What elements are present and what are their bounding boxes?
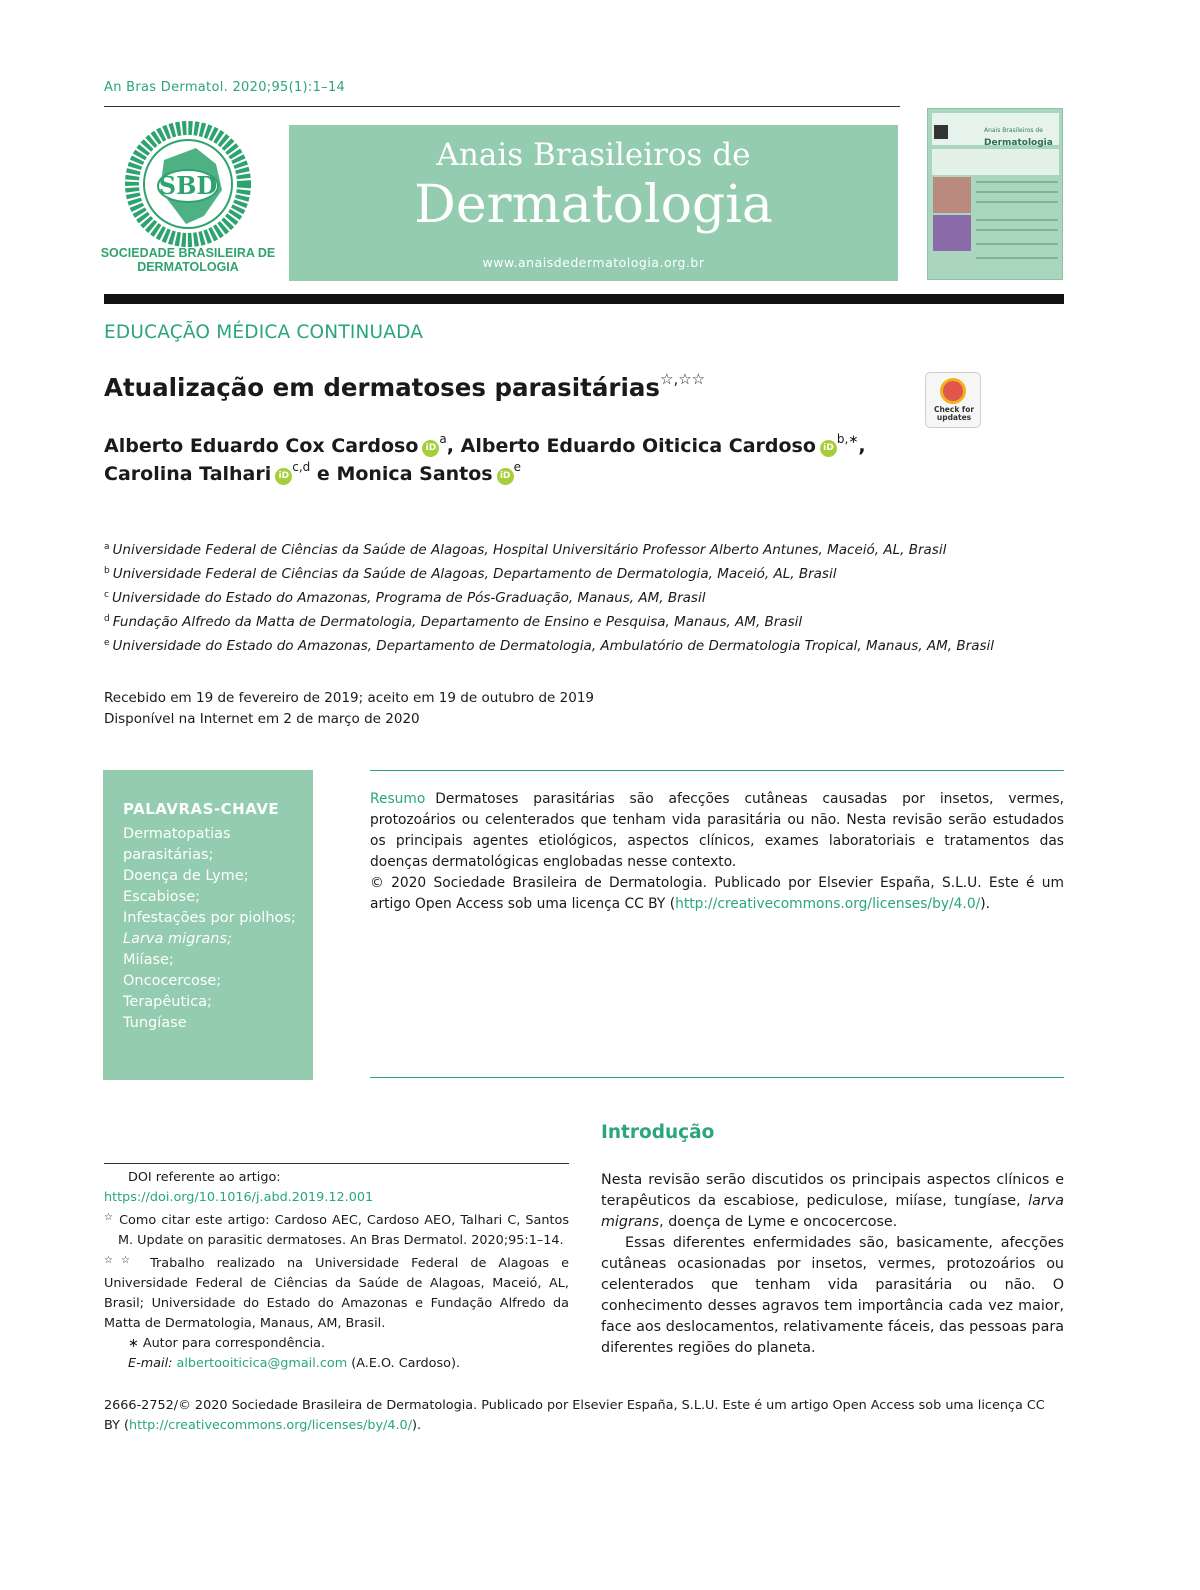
banner-title-line2: Dermatologia <box>414 175 773 235</box>
footnote-text: Autor para correspondência. <box>142 1336 326 1351</box>
keyword-item: Tungíase <box>123 1015 187 1031</box>
footnotes <box>104 1168 569 1374</box>
cover-title-small: Anais Brasileiros de <box>984 127 1043 134</box>
keyword-item: Miíase; <box>123 952 174 968</box>
footnote-email <box>104 1354 569 1374</box>
affiliation-text: Universidade Federal de Ciências da Saúde de Alagoas, Departamento de Dermatologia, Maceió, AL, Brasil <box>112 566 837 582</box>
affiliation-key: e <box>104 638 110 648</box>
footnote-mark: ☆ <box>104 1212 114 1223</box>
author-line <box>104 460 521 485</box>
affiliation-text: Fundação Alfredo da Matta de Dermatologia, Departamento de Ensino e Pesquisa, Manaus, AM, Brasil <box>112 614 803 630</box>
cover-image <box>933 215 971 251</box>
affiliation-item <box>104 537 1044 561</box>
email-label: E-mail: <box>128 1356 173 1371</box>
author-separator: e <box>316 463 330 485</box>
keywords-list <box>123 824 308 1034</box>
orcid-icon[interactable]: iD <box>275 468 292 485</box>
footnote-text: Como citar este artigo: Cardoso AEC, Cardoso AEO, Talhari C, Santos M. Update on parasitic dermatoses. An Bras Dermatol. 2020;95:1–14. <box>118 1213 570 1248</box>
affiliation-text: Universidade do Estado do Amazonas, Departamento de Dermatologia, Ambulatório de Dermatologia Tropical, Manaus, AM, Brasil <box>112 638 994 654</box>
cover-image <box>933 177 971 213</box>
header-divider <box>104 106 900 107</box>
footnote-mark: ☆☆ <box>104 1255 138 1266</box>
cover-band <box>932 149 1059 175</box>
affiliation-text: Universidade Federal de Ciências da Saúde de Alagoas, Hospital Universitário Professor Alberto Antunes, Maceió, AL, Brasil <box>112 542 947 558</box>
license-text-end: ). <box>412 1418 422 1433</box>
author-line <box>104 432 866 457</box>
cover-text-line <box>976 219 1058 221</box>
svg-text:SBD: SBD <box>158 171 218 200</box>
cover-text-line <box>976 257 1058 259</box>
author-name: Monica Santos <box>336 463 493 485</box>
journal-banner <box>289 125 898 281</box>
intro-body <box>601 1170 1064 1359</box>
doi-label: DOI referente ao artigo: <box>128 1170 281 1185</box>
keyword-item: Oncocercose; <box>123 973 222 989</box>
keywords-panel <box>103 770 313 1080</box>
email-owner: (A.E.O. Cardoso). <box>351 1356 461 1371</box>
footnote-item <box>104 1334 569 1354</box>
abstract <box>370 789 1064 915</box>
cover-text-line <box>976 181 1058 183</box>
journal-cover-thumbnail <box>927 108 1063 280</box>
abstract-body <box>370 789 1064 873</box>
journal-website-link[interactable]: www.anaisdedermatologia.org.br <box>482 255 705 270</box>
abstract-bottom-rule <box>370 1077 1064 1078</box>
title-footnote-marks[interactable]: ☆,☆☆ <box>660 370 706 388</box>
bottom-license <box>104 1396 1064 1436</box>
intro-heading: Introdução <box>601 1122 715 1143</box>
license-link[interactable]: http://creativecommons.org/licenses/by/4.0/ <box>128 1418 413 1433</box>
cover-qr-code <box>934 125 948 139</box>
cover-title: Dermatologia <box>984 138 1053 148</box>
copyright-text: © 2020 Sociedade Brasileira de Dermatologia. Publicado por Elsevier España, S.L.U. Este é um artigo Open Access sob uma licença CC BY ( <box>370 875 1064 912</box>
check-updates-label: Check for updates <box>933 405 975 422</box>
intro-text: Nesta revisão serão discutidos os principais aspectos clínicos e terapêuticos da escabiose, pediculose, miíase, tungíase, <box>601 1172 1064 1209</box>
keyword-item: Larva migrans; <box>123 931 232 947</box>
affiliation-item <box>104 633 1044 657</box>
orcid-icon[interactable]: iD <box>820 440 837 457</box>
author-affiliation-mark: b,∗ <box>836 432 859 446</box>
author-name: Alberto Eduardo Oiticica Cardoso <box>460 435 816 457</box>
orcid-icon[interactable]: iD <box>497 468 514 485</box>
author-separator: , <box>858 435 866 457</box>
article-title-text: Atualização em dermatoses parasitárias <box>104 373 660 402</box>
cover-text-line <box>976 191 1058 193</box>
keywords-heading: PALAVRAS-CHAVE <box>123 800 280 818</box>
footnote-text: Trabalho realizado na Universidade Federal de Alagoas e Universidade Federal de Ciências da Saúde de Alagoas, Maceió, AL, Brasil; Universidade do Estado do Amazonas e Fundação Alfredo da Matta de Dermatologia, Manaus, AM, Brasil. <box>104 1256 569 1331</box>
affiliations <box>104 537 1044 657</box>
author-affiliation-mark: a <box>439 432 447 446</box>
doi-link[interactable]: https://doi.org/10.1016/j.abd.2019.12.001 <box>104 1190 374 1205</box>
author-affiliation-mark: c,d <box>292 460 311 474</box>
intro-paragraph: Essas diferentes enfermidades são, basicamente, afecções cutâneas ocasionadas por insetos, vermes, protozoários ou celenterados que tenham vida parasitária ou não. O conhecimento desses agravos tem importância cada vez maior, face aos deslocamentos, relativamente fáceis, das pessoas para diferentes regiões do planeta. <box>601 1235 1064 1356</box>
affiliation-item <box>104 609 1044 633</box>
check-updates-icon <box>940 378 966 404</box>
keyword-item: Terapêutica; <box>123 994 212 1010</box>
abstract-top-rule <box>370 770 1064 771</box>
footnote-item <box>104 1208 569 1251</box>
abstract-text: Dermatoses parasitárias são afecções cutâneas causadas por insetos, vermes, protozoários ou celenterados que tenham vida parasitária ou não. Nesta revisão serão estudados os principais agentes etiológicos, aspectos clínicos, exames laboratoriais e tratamentos das doenças dermatológicas englobadas nesse contexto. <box>370 791 1064 870</box>
intro-italic-term: larva migrans <box>601 1193 1064 1230</box>
author-name: Alberto Eduardo Cox Cardoso <box>104 435 419 457</box>
affiliation-key: b <box>104 566 110 576</box>
keyword-item: Doença de Lyme; <box>123 868 249 884</box>
footnote-rule <box>104 1163 569 1164</box>
check-for-updates-badge[interactable] <box>925 372 981 428</box>
affiliation-item <box>104 585 1044 609</box>
received-date: Recebido em 19 de fevereiro de 2019; aceito em 19 de outubro de 2019 <box>104 690 595 706</box>
orcid-icon[interactable]: iD <box>422 440 439 457</box>
license-text: 2666-2752/© 2020 Sociedade Brasileira de Dermatologia. Publicado por Elsevier España, S.L.U. Este é um artigo Open Access sob uma licença CC BY ( <box>104 1398 1045 1433</box>
author-name: Carolina Talhari <box>104 463 272 485</box>
author-separator: , <box>446 435 454 457</box>
cover-text-line <box>976 243 1058 245</box>
footnote-item <box>104 1251 569 1334</box>
affiliation-key: d <box>104 614 110 624</box>
intro-paragraph <box>601 1170 1064 1233</box>
available-date: Disponível na Internet em 2 de março de 2020 <box>104 711 420 727</box>
intro-text: , doença de Lyme e oncocercose. <box>659 1214 898 1230</box>
article-title <box>104 370 705 402</box>
keyword-item: Escabiose; <box>123 889 201 905</box>
footnote-mark: ∗ <box>128 1336 139 1351</box>
license-link[interactable]: http://creativecommons.org/licenses/by/4.0/ <box>675 896 981 912</box>
keyword-item: Infestações por piolhos; <box>123 910 296 926</box>
cover-text-line <box>976 201 1058 203</box>
header-thick-rule <box>104 294 1064 304</box>
banner-title-line1: Anais Brasileiros de <box>436 137 751 173</box>
affiliation-item <box>104 561 1044 585</box>
affiliation-text: Universidade do Estado do Amazonas, Programa de Pós-Graduação, Manaus, AM, Brasil <box>111 590 706 606</box>
cover-text-line <box>976 229 1058 231</box>
society-name: SOCIEDADE BRASILEIRA DE DERMATOLOGIA <box>100 246 276 274</box>
author-affiliation-mark: e <box>513 460 522 474</box>
copyright-text-end: ). <box>980 896 991 912</box>
affiliation-key: a <box>104 542 110 552</box>
section-label: EDUCAÇÃO MÉDICA CONTINUADA <box>104 322 424 343</box>
affiliation-key: c <box>104 590 109 600</box>
abstract-copyright <box>370 873 1064 915</box>
abstract-label: Resumo <box>370 791 426 807</box>
keyword-item: Dermatopatias parasitárias; <box>123 826 231 863</box>
journal-reference: An Bras Dermatol. 2020;95(1):1–14 <box>104 80 346 95</box>
article-history <box>104 688 594 730</box>
email-link[interactable]: albertooiticica@gmail.com <box>176 1356 348 1371</box>
